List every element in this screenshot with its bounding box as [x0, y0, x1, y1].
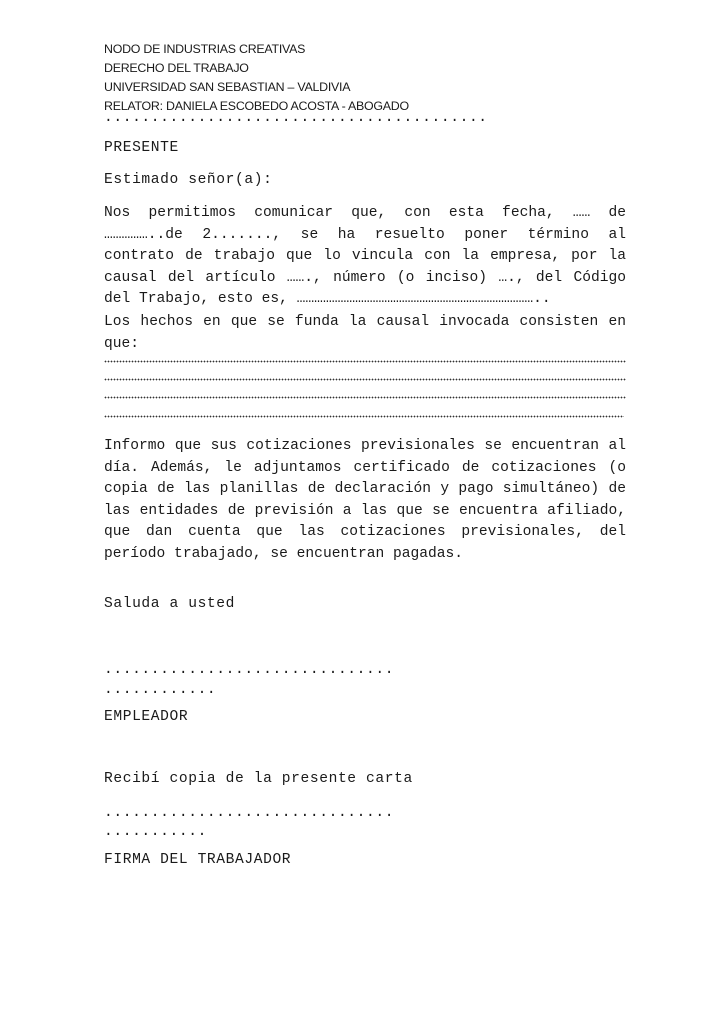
employer-signature-line-cont: ............: [104, 682, 217, 698]
closing-line: Saluda a usted: [104, 596, 236, 612]
worker-signature-line: ...............................: [104, 805, 395, 821]
facts-blank-line-4: [104, 415, 624, 418]
document-header: [104, 40, 409, 116]
facts-blank-line-2: [104, 378, 626, 381]
header-line-organization: NODO DE INDUSTRIAS CREATIVAS: [104, 42, 306, 56]
header-line-subject: DERECHO DEL TRABAJO: [104, 61, 249, 75]
header-line-university: UNIVERSIDAD SAN SEBASTIAN – VALDIVIA: [104, 80, 351, 94]
facts-blank-line-1: [104, 360, 626, 363]
header-line-speaker: RELATOR: DANIELA ESCOBEDO ACOSTA - ABOGADO: [104, 99, 409, 113]
facts-intro: Los hechos en que se funda la causal invocada consisten en que:: [104, 314, 626, 352]
worker-signature-line-cont: ...........: [104, 824, 207, 840]
worker-signature-label: FIRMA DEL TRABAJADOR: [104, 852, 292, 868]
receipt-line: Recibí copia de la presente carta: [104, 771, 413, 787]
contributions-paragraph: Informo que sus cotizaciones previsionales se encuentran al día. Además, le adjuntamos certificado de cotizaciones (o copia de las planillas de declaración y pago simultáneo) de las entidades de previsión a las que se encuentra afiliado, que dan cuenta que las cotizaciones previsionales, del período trabajado, se encuentran pagadas.: [104, 438, 626, 562]
employer-label: EMPLEADOR: [104, 709, 189, 725]
employer-signature-line: ...............................: [104, 662, 395, 678]
recipient-placeholder: .........................................: [104, 110, 488, 126]
salutation: Estimado señor(a):: [104, 172, 273, 188]
facts-blank-line-3: [104, 396, 626, 399]
termination-paragraph: Nos permitimos comunicar que, con esta fecha, …… de ……………..de 2......., se ha resuelto poner término al contrato de trabajo que lo vincula con la empresa, por la causal del artículo ……., número (o inciso) …., del Código del Trabajo, esto es, ………………………………………………………………………..: [104, 205, 626, 308]
presente-label: PRESENTE: [104, 140, 179, 156]
